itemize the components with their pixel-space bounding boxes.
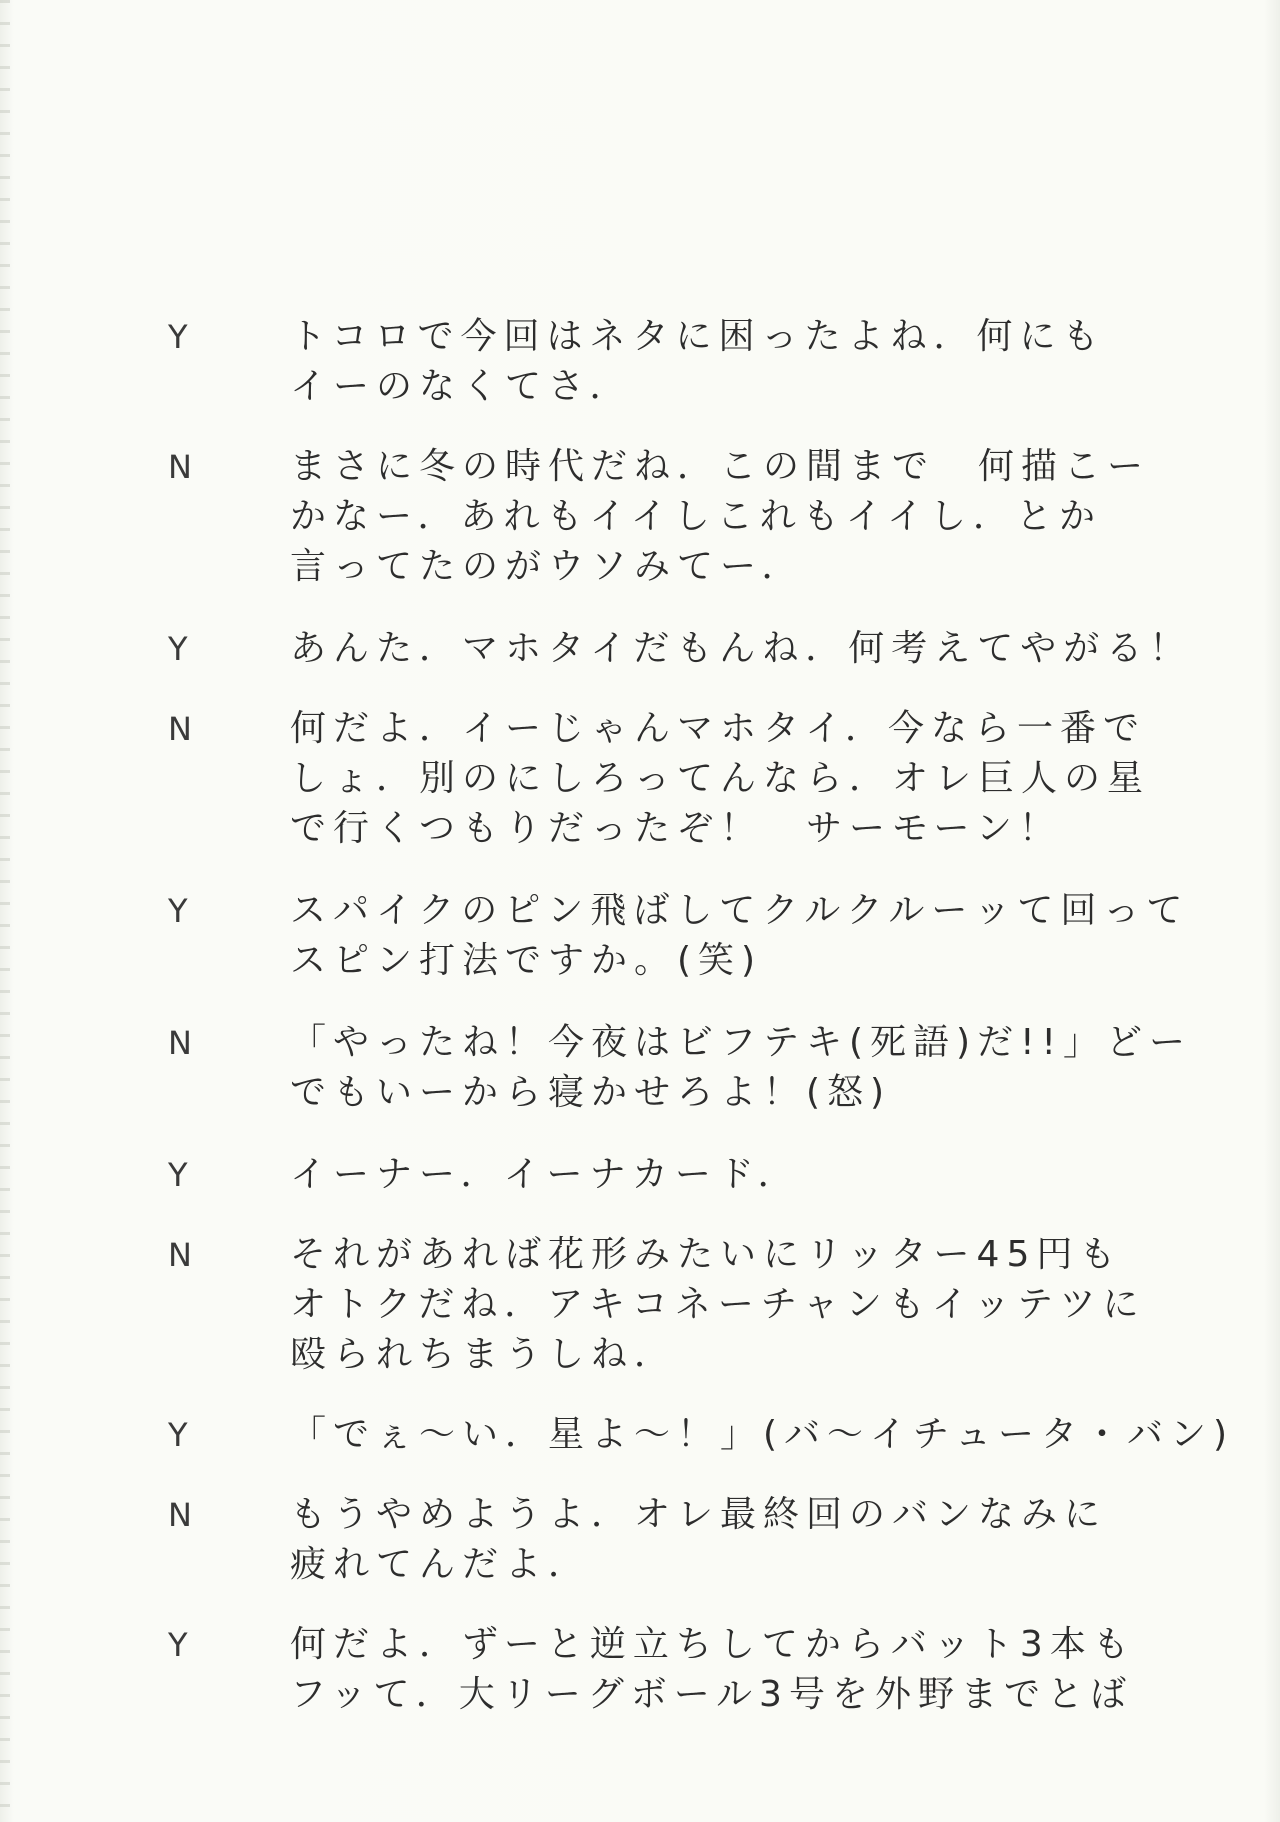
dialogue-line: かなー．あれもイイしこれもイイし．とか <box>290 496 1102 537</box>
speaker-label: Y <box>168 1156 188 1194</box>
dialogue-line: 何だよ．イーじゃんマホタイ．今なら一番で <box>290 708 1147 749</box>
dialogue-line: で行くつもりだったぞ！ サーモーン！ <box>290 808 1062 849</box>
dialogue-text <box>290 312 1280 412</box>
dialogue-line: それがあれば花形みたいにリッター45円も <box>290 1234 1123 1275</box>
dialogue-entry <box>0 886 1280 986</box>
dialogue-entry <box>0 1620 1280 1720</box>
dialogue-entry <box>0 704 1280 854</box>
dialogue-text <box>290 1230 1280 1380</box>
dialogue-line: しょ．別のにしろってんなら．オレ巨人の星 <box>290 758 1151 799</box>
speaker-label: Y <box>168 630 188 668</box>
dialogue-line: トコロで今回はネタに困ったよね．何にも <box>290 316 1106 357</box>
dialogue-text <box>290 1620 1280 1720</box>
dialogue-line: あんた．マホタイだもんね．何考えてやがる！ <box>290 628 1193 669</box>
dialogue-line: 「でぇ〜い．星よ〜！」(バ〜イチュータ・バン) <box>290 1414 1235 1455</box>
dialogue-line: まさに冬の時代だね．この間まで 何描こー <box>290 446 1151 487</box>
dialogue-entry <box>0 442 1280 592</box>
dialogue-line: イーのなくてさ． <box>290 366 633 407</box>
dialogue-text <box>290 704 1280 854</box>
dialogue-line: イーナー．イーナカード． <box>290 1154 801 1195</box>
speaker-label: N <box>168 448 192 486</box>
dialogue-line: オトクだね．アキコネーチャンもイッテツに <box>290 1284 1146 1325</box>
dialogue-line: 殴られちまうしね． <box>290 1334 678 1375</box>
dialogue-text <box>290 1490 1280 1590</box>
dialogue-line: 「やったね！今夜はビフテキ(死語)だ!!」どー <box>290 1022 1192 1063</box>
speaker-label: Y <box>168 318 188 356</box>
dialogue-line: フッて．大リーグボール3号を外野までとば <box>290 1674 1133 1715</box>
speaker-label: Y <box>168 1416 188 1454</box>
dialogue-entry <box>0 1018 1280 1118</box>
dialogue-entry <box>0 624 1280 674</box>
dialogue-line: 疲れてんだよ． <box>290 1544 592 1585</box>
dialogue-text <box>290 1018 1280 1118</box>
dialogue-entry <box>0 1490 1280 1590</box>
dialogue-text <box>290 1410 1280 1460</box>
dialogue-text <box>290 1150 1280 1200</box>
dialogue-line: 言ってたのがウソみてー． <box>290 546 805 587</box>
dialogue-entry <box>0 1410 1280 1460</box>
dialogue-block <box>0 312 1280 1720</box>
dialogue-line: 何だよ．ずーと逆立ちしてからバット3本も <box>290 1624 1136 1665</box>
speaker-label: N <box>168 710 192 748</box>
dialogue-entry <box>0 1230 1280 1380</box>
dialogue-text <box>290 442 1280 592</box>
dialogue-line: もうやめようよ．オレ最終回のバンなみに <box>290 1494 1108 1535</box>
dialogue-text <box>290 624 1280 674</box>
speaker-label: Y <box>168 892 188 930</box>
dialogue-entry <box>0 1150 1280 1200</box>
dialogue-line: スピン打法ですか。(笑) <box>290 940 763 981</box>
dialogue-entry <box>0 312 1280 412</box>
speaker-label: N <box>168 1024 192 1062</box>
speaker-label: Y <box>168 1626 188 1664</box>
speaker-label: N <box>168 1496 192 1534</box>
speaker-label: N <box>168 1236 192 1274</box>
dialogue-line: スパイクのピン飛ばしてクルクルーッて回って <box>290 890 1190 931</box>
dialogue-line: でもいーから寝かせろよ！(怒) <box>290 1072 892 1113</box>
dialogue-text <box>290 886 1280 986</box>
